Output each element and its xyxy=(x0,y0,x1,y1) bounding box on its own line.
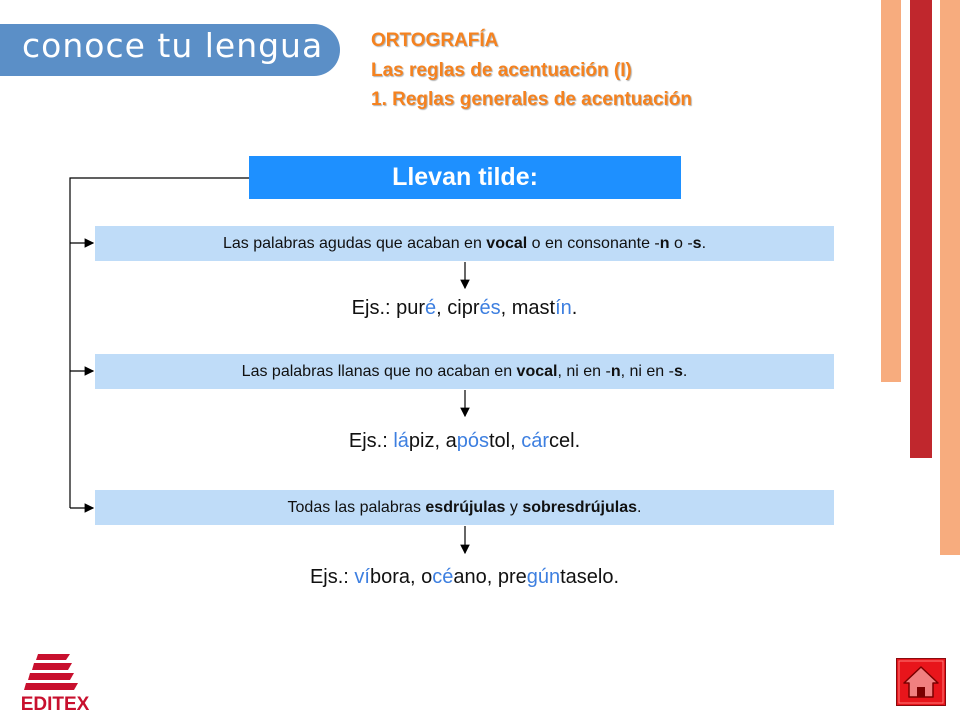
editex-logo xyxy=(8,646,103,714)
rule-text: Las palabras agudas que acaban en vocal o en consonante -n o -s. xyxy=(222,234,707,252)
examples-llanas: Ejs.: lápiz, apóstol, cárcel. xyxy=(348,430,581,452)
editex-logo-text: EDITEX xyxy=(20,694,90,714)
rule-agudas xyxy=(95,226,834,261)
home-button[interactable] xyxy=(896,658,946,706)
rule-llanas xyxy=(95,354,834,389)
topic-title: Las reglas de acentuación (I) xyxy=(371,60,632,81)
rule-text: Las palabras llanas que no acaban en vocal, ni en -n, ni en -s. xyxy=(241,362,688,380)
logo-text: conoce tu lengua xyxy=(22,26,324,65)
rule-esdrujulas xyxy=(95,490,834,525)
section-title: ORTOGRAFÍA xyxy=(371,30,499,51)
examples-esdrujulas: Ejs.: víbora, océano, pregúntaselo. xyxy=(309,566,620,588)
rule-text: Todas las palabras esdrújulas y sobresdrújulas. xyxy=(287,498,642,516)
examples-agudas: Ejs.: puré, ciprés, mastín. xyxy=(351,297,578,319)
subtopic-title: 1. Reglas generales de acentuación xyxy=(371,89,693,110)
rules-title-box: Llevan tilde: xyxy=(249,156,681,199)
